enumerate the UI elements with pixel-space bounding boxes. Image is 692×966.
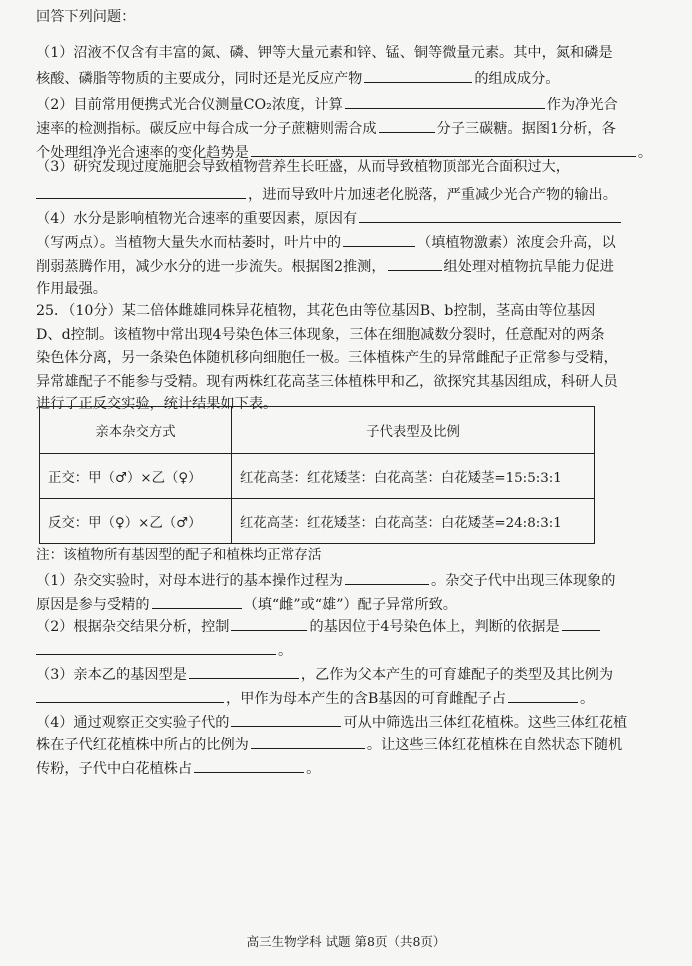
text-span: 组处理对植物抗旱能力促进 (443, 259, 614, 275)
text-line: 作用最强。 (36, 281, 107, 297)
text-span: 的基因位于4号染色体上，判断的依据是 (309, 619, 560, 635)
answer-blank (345, 570, 429, 585)
text-span: 的组成成分。 (474, 71, 560, 87)
text-span: （3）亲本乙的基因型是 (36, 667, 187, 683)
answer-blank (388, 256, 442, 271)
text-span: 株在子代红花植株中所占的比例为 (36, 737, 249, 753)
text-line (36, 570, 615, 590)
text-line: 染色体分离，另一条染色体随机移向细胞任一极。三体植株产生的异常雌配子正常参与受精， (36, 350, 618, 366)
text-span: 。 (278, 643, 293, 659)
text-line: 注：该植物所有基因型的配子和植株均正常存活 (36, 547, 322, 563)
table-row (40, 454, 595, 499)
text-line (36, 734, 622, 754)
text-span: ，进而导致叶片加速老化脱落，严重减少光合产物的输出。 (248, 187, 617, 203)
text-line (36, 640, 292, 660)
text-span: （填植物激素）浓度会升高，以 (417, 235, 616, 251)
text-span: （填“雌”或“雄”）配子异常所致。 (243, 597, 457, 613)
text-line: （1）沼液不仅含有丰富的氮、磷、钾等大量元素和锌、锰、铜等微量元素。其中，氮和磷是 (36, 45, 613, 61)
text-line: 25．（10分）某二倍体雌雄同株异花植物，其花色由等位基因B、b控制，茎高由等位基因 (36, 303, 596, 319)
answer-blank (379, 118, 435, 133)
text-span: 分子三碳糖。据图1分析，各 (436, 121, 616, 137)
text-line (36, 594, 457, 614)
answer-blank (345, 94, 545, 109)
answer-blank (189, 664, 299, 679)
page-footer: 高三生物学科 试题 第8页（共8页） (246, 934, 446, 949)
text-line (36, 616, 602, 636)
answer-blank (251, 734, 365, 749)
text-span: （1）杂交实验时，对母本进行的基本操作过程为 (36, 573, 343, 589)
table-header: 亲本杂交方式 (40, 407, 232, 454)
text-line (36, 256, 614, 276)
text-span: （2）根据杂交结果分析，控制 (36, 619, 230, 635)
text-span: 原因是参与受精的 (36, 597, 150, 613)
text-span: 。杂交子代中出现三体现象的 (430, 573, 616, 589)
text-span: 传粉，子代中白花植株占 (36, 761, 193, 777)
text-line (36, 94, 618, 114)
text-line (36, 758, 320, 778)
text-span: 速率的检测指标。碳反应中每合成一分子蔗糖则需合成 (36, 121, 377, 137)
answer-blank (36, 184, 246, 199)
text-span: ，乙作为父本产生的可育雄配子的类型及其比例为 (300, 667, 614, 683)
text-line: 异常雄配子不能参与受精。现有两株红花高茎三体植株甲和乙，欲探究其基因组成，科研人员 (36, 374, 618, 390)
answer-blank (343, 232, 415, 247)
answer-blank (152, 594, 242, 609)
text-span: 。让这些三体红花植株在自然状态下随机 (366, 737, 623, 753)
table-cell: 红花高茎：红花矮茎：白花高茎：白花矮茎=15:5:3:1 (232, 454, 595, 499)
text-line (36, 68, 559, 88)
text-line (36, 208, 623, 228)
table-header: 子代表型及比例 (232, 407, 595, 454)
answer-blank (36, 688, 224, 703)
text-span: （2）目前常用便携式光合仪测量CO₂浓度，计算 (36, 97, 343, 113)
text-span: 。 (637, 145, 653, 161)
text-span: 可从中筛选出三体红花植株。这些三体红花植 (343, 715, 628, 731)
answer-blank (251, 142, 636, 157)
text-span: （写两点）。当植物大量失水而枯萎时，叶片中的 (36, 235, 342, 251)
answer-blank (194, 758, 304, 773)
table-header-row (40, 407, 595, 454)
table-cell: 红花高茎：红花矮茎：白花高茎：白花矮茎=24:8:3:1 (232, 499, 595, 544)
text-line: 进行了正反交实验，统计结果如下表。 (36, 396, 278, 412)
table-cell: 正交：甲（♂）×乙（♀） (40, 454, 232, 499)
text-line (36, 712, 627, 732)
text-line (36, 118, 616, 138)
text-line (36, 232, 616, 252)
results-table (39, 406, 595, 544)
text-line: 回答下列问题： (36, 9, 136, 25)
answer-blank (36, 640, 276, 655)
answer-blank (364, 68, 472, 83)
answer-blank (231, 616, 307, 631)
text-span: 个处理组净光合速率的变化趋势是 (36, 145, 249, 161)
text-span: 。 (580, 691, 595, 707)
answer-blank (562, 616, 600, 631)
table-row (40, 499, 595, 544)
answer-blank (508, 688, 578, 703)
answer-blank (231, 712, 341, 727)
text-span: ，甲作为母本产生的含B基因的可育雌配子占 (226, 691, 506, 707)
text-line: D、d控制。该植物中常出现4号染色体三体现象，三体在细胞减数分裂时，任意配对的两条 (36, 327, 605, 343)
text-line (36, 688, 594, 708)
text-span: 作为净光合 (546, 97, 618, 113)
answer-blank (359, 208, 621, 223)
text-span: 削弱蒸腾作用，减少水分的进一步流失。根据图2推测， (36, 259, 386, 275)
table-cell: 反交：甲（♀）×乙（♂） (40, 499, 232, 544)
text-span: （4）通过观察正交实验子代的 (36, 715, 230, 731)
text-span: 核酸、磷脂等物质的主要成分，同时还是光反应产物 (36, 71, 363, 87)
text-span: 。 (306, 761, 321, 777)
text-line (36, 664, 613, 684)
text-line (36, 184, 617, 204)
text-span: （4）水分是影响植物光合速率的重要因素，原因有 (36, 211, 358, 227)
text-line: （3）研究发现过度施肥会导致植物营养生长旺盛，从而导致植物顶部光合面积过大， (36, 159, 570, 175)
